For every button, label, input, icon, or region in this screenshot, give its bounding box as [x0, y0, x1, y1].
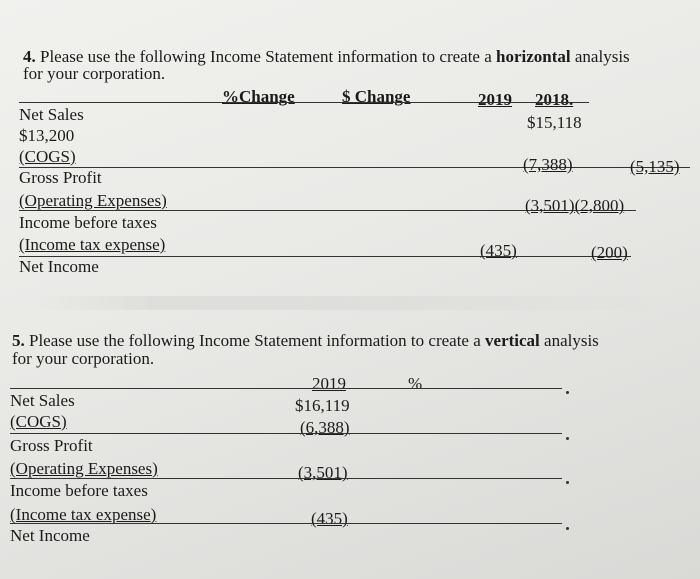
q5-cogs-2019: (6,388)	[300, 418, 350, 437]
q4-header-2018: 2018.	[535, 90, 574, 109]
q5-prompt-after: analysis	[544, 331, 599, 350]
q4-prompt-before: Please use the following Income Statement information to create a	[40, 47, 492, 66]
q4-header-pct-change: %Change	[222, 87, 295, 106]
q5-tax-2019: (435)	[311, 509, 348, 528]
q4-ibt-label: Income before taxes	[19, 213, 157, 232]
q5-opex-2019: (3,501)	[298, 463, 348, 482]
q4-prompt-line2: for your corporation.	[23, 64, 166, 83]
q5-tax-label: (Income tax expense)	[10, 505, 157, 524]
q4-header-rule	[19, 102, 589, 103]
q5-prompt-line2: for your corporation.	[12, 349, 155, 368]
q5-prompt-line1	[12, 331, 599, 351]
q4-net-sales-2018: $15,118	[527, 113, 582, 132]
q5-gross-profit-label: Gross Profit	[10, 436, 93, 455]
q4-tax-label: (Income tax expense)	[19, 235, 166, 254]
q4-header-2019: 2019	[478, 90, 512, 109]
q4-prompt-after: analysis	[574, 47, 630, 66]
q5-net-income-label: Net Income	[10, 526, 90, 545]
q4-net-sales-label: Net Sales	[19, 105, 84, 124]
q5-header-pct: %	[408, 374, 423, 393]
q4-number: 4.	[23, 47, 36, 66]
q4-tax-2019: (435)	[480, 241, 517, 260]
q4-tax-2018: (200)	[591, 243, 628, 262]
q5-prompt-keyword: vertical	[485, 331, 540, 350]
q5-tax-rule-end	[566, 527, 569, 530]
q4-net-sales-2019: $13,200	[19, 126, 75, 145]
q4-cogs-2018: (5,135)	[630, 157, 680, 176]
q4-header-dollar-change: $ Change	[342, 87, 411, 106]
q4-net-income-label: Net Income	[19, 257, 99, 276]
q5-net-sales-label: Net Sales	[10, 391, 75, 410]
bleed-through-text	[30, 296, 670, 310]
q4-prompt-keyword: horizontal	[496, 47, 571, 66]
q5-opex-rule	[10, 478, 562, 479]
q5-header-rule-end	[566, 391, 569, 394]
q4-gross-profit-label: Gross Profit	[19, 168, 102, 187]
q5-header-2019: 2019	[312, 374, 346, 393]
q4-opex-values: (3,501)(2,800)	[525, 196, 625, 215]
q5-opex-label: (Operating Expenses)	[10, 459, 158, 478]
q5-header-rule	[10, 388, 562, 389]
q4-cogs-label: (COGS)	[19, 147, 76, 166]
q5-cogs-rule-end	[566, 437, 569, 440]
q4-cogs-rule	[19, 167, 690, 168]
q5-tax-rule	[10, 523, 562, 524]
q5-number: 5.	[12, 331, 25, 350]
q5-opex-rule-end	[566, 481, 569, 484]
q5-prompt-before: Please use the following Income Statement information to create a	[29, 331, 481, 350]
q4-opex-label: (Operating Expenses)	[19, 191, 167, 210]
q4-cogs-2019: (7,388)	[523, 155, 573, 174]
q5-ibt-label: Income before taxes	[10, 481, 148, 500]
q4-tax-rule	[19, 256, 631, 257]
q5-net-sales-2019: $16,119	[295, 396, 350, 415]
q5-cogs-rule	[10, 433, 562, 434]
q5-cogs-label: (COGS)	[10, 412, 67, 431]
